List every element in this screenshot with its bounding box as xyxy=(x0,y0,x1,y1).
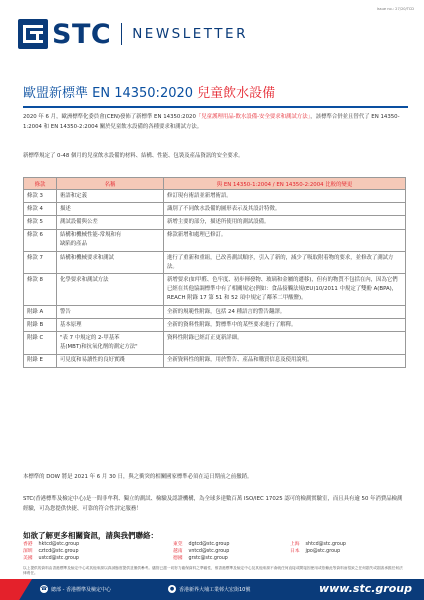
cell-changes: 新增主要的部分，描述所使用的測試設備。 xyxy=(164,216,406,229)
intro-part1: 2020 年 6 月，歐洲標準化委員會(CEN)發佈了新標準 EN 14350:2020 xyxy=(23,114,196,120)
cell-clause: 附錄 B xyxy=(24,319,57,332)
intro-paragraph xyxy=(23,113,406,132)
cell-changes: 新增要求(如甲醛、色牢度、初步揮發物、玻璃和金屬的遷移)，但有的物質不包括在內，因為它們已經在其他協調標準中有了相關規定(例如：食品接觸法規(EU)10/2011 中規定了雙酚 A(BPA)，REACH 附錄 17 第 51 和 52 項中規定了鄰苯二甲酸鹽)。 xyxy=(164,274,406,306)
cell-clause: 附錄 C xyxy=(24,332,57,354)
cell-name: 結構和機械性能-常規和有 缺陷的產品 xyxy=(57,229,164,251)
footer-accent xyxy=(0,579,32,600)
contact-email-link[interactable]: grstc@stc.group xyxy=(188,556,228,561)
newsletter-label: NEWSLETTER xyxy=(132,26,248,42)
table-row xyxy=(24,216,406,229)
cell-changes: 識別了不同飲水設備的圖形表示及其設計特徵。 xyxy=(164,203,406,216)
contact-city: 日本 xyxy=(290,549,300,554)
cell-name: 結構和機械要求和測試 xyxy=(57,252,164,274)
cell-clause: 附錄 E xyxy=(24,354,57,367)
page-title xyxy=(23,82,275,101)
contact-germany xyxy=(173,555,228,564)
header-changes: 與 EN 14350-1:2004 / EN 14350-2:2004 比較的變更 xyxy=(164,178,406,190)
footer-bar xyxy=(0,579,424,600)
table-row xyxy=(24,203,406,216)
footer-hq-label: 總部 - 香港標準及檢定中心 xyxy=(51,586,111,593)
contact-usa xyxy=(23,555,79,564)
cell-changes: 全新資料性的附錄，用於警告、產品和購買信息及使用說明。 xyxy=(164,354,406,367)
contact-email-link[interactable]: vntcd@stc.group xyxy=(188,549,230,554)
table-row xyxy=(24,354,406,367)
contact-email-link[interactable]: ustcd@stc.group xyxy=(38,556,79,561)
logo-divider xyxy=(121,23,122,45)
table-row xyxy=(24,306,406,319)
cell-clause: 條款 8 xyxy=(24,274,57,306)
disclaimer-text: 以上提供的資料由香港標準及檢定中心或其他來源以真誠態度提供並僅供參考。儘管已盡一切努力確保資料之準確性，惟香港標準及檢定中心及其他來源不會就任何直接或間接因使用或依賴此等資料而招致之任何損失或損害承擔任何法律責任。 xyxy=(23,566,403,576)
contact-city: 上海 xyxy=(290,542,300,547)
masthead xyxy=(18,18,248,50)
scope-paragraph: 新標準規定了 0-48 個月的兒童飲水設備的材料、結構、性能、包裝及產品資訊的安全要求。 xyxy=(23,153,244,159)
cell-changes: 資料性附錄已經訂正更新詳細。 xyxy=(164,332,406,354)
changes-table xyxy=(23,177,406,368)
header-name: 名稱 xyxy=(57,178,164,190)
cell-name: 可見度和易讀性的良好實踐 xyxy=(57,354,164,367)
table-row xyxy=(24,229,406,251)
cell-name: 警告 xyxy=(57,306,164,319)
cell-name: 描述 xyxy=(57,203,164,216)
cell-clause: 條款 6 xyxy=(24,229,57,251)
header-clause: 條款 xyxy=(24,178,57,190)
about-paragraph: STC(香港標準及檢定中心)是一間非牟利、獨立的測試、檢驗及認證機構，為全球多達數百萬 ISO/IEC 17025 認可的檢測實驗室，而且具有逾 50 年消費品檢測經驗，可為您提供快捷、可靠的符合性評定服務！ xyxy=(23,496,403,512)
cell-name: 基本原理 xyxy=(57,319,164,332)
title-prefix: 歐盟新標準 EN 14350:2020 xyxy=(23,86,194,101)
cell-changes: 全新的規範性附錄，包括 24 種語言的警告翻譯。 xyxy=(164,306,406,319)
location-pin-icon: ● xyxy=(169,586,175,592)
contact-city: 香港 xyxy=(23,542,33,547)
footer-hq xyxy=(40,585,111,593)
contact-email-link[interactable]: jpo@stc.group xyxy=(305,549,341,554)
cell-clause: 條款 4 xyxy=(24,203,57,216)
table-row xyxy=(24,319,406,332)
title-highlight: 兒童飲水設備 xyxy=(197,86,276,101)
cell-clause: 條款 7 xyxy=(24,252,57,274)
cell-name: 化學要求和測試方法 xyxy=(57,274,164,306)
contact-email-link[interactable]: shtcd@stc.group xyxy=(305,542,346,547)
cell-changes: 條款新增和處理已修訂。 xyxy=(164,229,406,251)
contact-japan xyxy=(290,548,340,557)
cell-clause: 附錄 A xyxy=(24,306,57,319)
cell-name: 測試設備與公差 xyxy=(57,216,164,229)
cell-changes: 全新的資料性附錄，對標準中的某些要求進行了解釋。 xyxy=(164,319,406,332)
contact-city: 德國 xyxy=(173,556,183,561)
contact-city: 越南 xyxy=(173,549,183,554)
intro-part2: ，該標準合併並且替代了 EN 14350-1:2004 和 EN 14350-2:2004 關於兒童飲水設備的各種要求和測試方法。 xyxy=(23,114,400,130)
contact-city: 深圳 xyxy=(23,549,33,554)
footer-address xyxy=(168,585,250,593)
table-row xyxy=(24,190,406,203)
contact-city: 美國 xyxy=(23,556,33,561)
dow-paragraph: 本標準的 DOW 將是 2021 年 6 月 30 日，與之衝突的相關國家標準必須在這日期前之前撤銷。 xyxy=(23,474,253,480)
table-header-row xyxy=(24,178,406,190)
intro-highlight: 「兒童護理用品-飲水設備-安全要求和測試方法」 xyxy=(195,114,311,120)
table-row xyxy=(24,252,406,274)
table-row xyxy=(24,274,406,306)
cell-name: 術語和定義 xyxy=(57,190,164,203)
footer-address-label: 香港新界大埔工業邨大宏街10號 xyxy=(179,586,251,593)
cell-name: "表 7 中規定的 2-甲基苯 基(MBT)和抗氧化劑的測定方法" xyxy=(57,332,164,354)
contact-email-link[interactable]: hktcd@stc.group xyxy=(38,542,80,547)
issue-number: Issue no.: 27/20/TCD xyxy=(376,7,414,11)
cell-changes: 進行了重新和重組，已改善測試順序，引入了新的，減少了吸取附着物的要求，並修改了測試方法。 xyxy=(164,252,406,274)
cell-clause: 條款 3 xyxy=(24,190,57,203)
table-row xyxy=(24,332,406,354)
phone-icon: ☎ xyxy=(40,586,48,592)
cell-changes: 修訂現有術語並新增術語。 xyxy=(164,190,406,203)
title-rule xyxy=(23,106,408,108)
website-link[interactable]: www.stc.group xyxy=(318,582,412,595)
stc-logo-icon xyxy=(18,19,48,49)
cell-clause: 條款 5 xyxy=(24,216,57,229)
contact-email-link[interactable]: dgtcd@stc.group xyxy=(188,542,230,547)
logo-text: STC xyxy=(52,18,112,50)
contact-city: 東莞 xyxy=(173,542,183,547)
contact-title: 如欲了解更多相關資訊，請與我們聯絡： xyxy=(23,531,158,540)
contact-email-link[interactable]: cztcd@stc.group xyxy=(38,549,79,554)
